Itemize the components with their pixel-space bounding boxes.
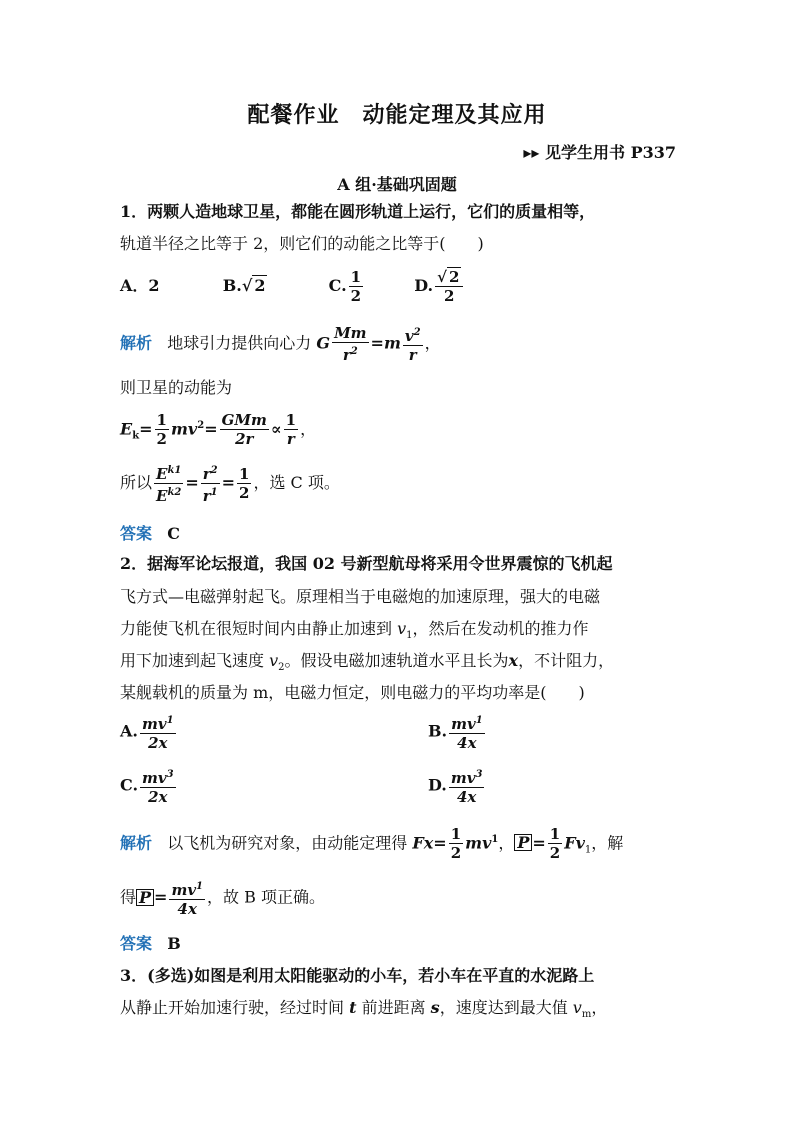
q1-answer: 答案 C [120, 524, 181, 543]
q2-option-c: C. $\frac{mv^3}{2x}$ [120, 766, 178, 810]
q2-result: 得 P = $\frac{mv^1}{4x}$ ，故 B 项正确。 [120, 878, 325, 922]
q2-stem-line1: 2．据海军论坛报道，我国 02 号新型航母将采用令世界震惊的飞机起 [120, 554, 613, 573]
q1-kinetic-line: 则卫星的动能为 [120, 378, 233, 397]
q2-answer: 答案 B [120, 934, 181, 953]
group-title: A 组·基础巩固题 [337, 175, 457, 194]
q1-analysis: 解析 地球引力提供向心力 G $\frac{Mm}{r^2}$ =m $\frac{v^2}{r}$ ， [120, 324, 441, 364]
q2-stem-line2: 飞方式—电磁弹射起飞。原理相当于电磁炮的加速原理，强大的电磁 [120, 587, 601, 606]
q3-stem-line2: 从静止开始加速行驶，经过时间 t 前进距离 s，速度达到最大值 $v_m$， [120, 998, 608, 1021]
q1-option-b: B.√ 2 [222, 276, 266, 295]
q1-kinetic-formula: $E_k=$ $\frac{1}{2}$ $mv^2=$ $\frac{\text{GMm}}{2r}$ ∝ $\frac{1}{r}$ ， [120, 411, 317, 449]
q1-option-c: C. $\frac{1}{2}$ [328, 268, 362, 305]
answer-label: 答案 [120, 524, 153, 543]
q2-stem-line5: 某舰载机的质量为 m，电磁力恒定，则电磁力的平均功率是( ) [120, 683, 585, 702]
q2-option-a: A. $\frac{mv^1}{2x}$ [120, 712, 178, 756]
analysis-label: 解析 [120, 333, 153, 353]
q3-stem-line1: 3．(多选)如图是利用太阳能驱动的小车，若小车在平直的水泥路上 [120, 966, 595, 985]
q2-option-b: B. $\frac{mv^1}{4x}$ [428, 712, 487, 756]
page-title: 配餐作业 动能定理及其应用 [247, 102, 547, 128]
q1-stem-line1: 1．两颗人造地球卫星，都能在圆形轨道上运行，它们的质量相等， [120, 202, 596, 221]
q1-stem-line2: 轨道半径之比等于 2，则它们的动能之比等于( ) [120, 234, 484, 253]
q2-analysis: 解析 以飞机为研究对象，由动能定理得 Fx= $\frac{1}{2}$ $mv^1$， P = $\frac{1}{2}$ $Fv_1$，解 [120, 825, 624, 863]
q1-option-a: A．2 [120, 276, 160, 295]
q1-ratio: 所以 $\frac{E^{k1}}{E^{k2}}$ = $\frac{r^2}{r^1}$ = $\frac{1}{2}$ ，选 C 项。 [120, 462, 340, 506]
q2-stem-line3: 力能使飞机在很短时间内由静止加速到 $v_1$，然后在发动机的推力作 [120, 619, 589, 642]
q1-option-d: D. $\frac{√ 2}{2}$ [414, 276, 465, 295]
q2-stem-line4: 用下加速到起飞速度 $v_2$。假设电磁加速轨道水平且长为x，不计阻力， [120, 651, 615, 674]
q2-option-d: D. $\frac{mv^3}{4x}$ [428, 766, 486, 810]
textbook-reference: ▸▸ 见学生用书 P337 [523, 143, 676, 162]
q1-options [120, 268, 465, 312]
